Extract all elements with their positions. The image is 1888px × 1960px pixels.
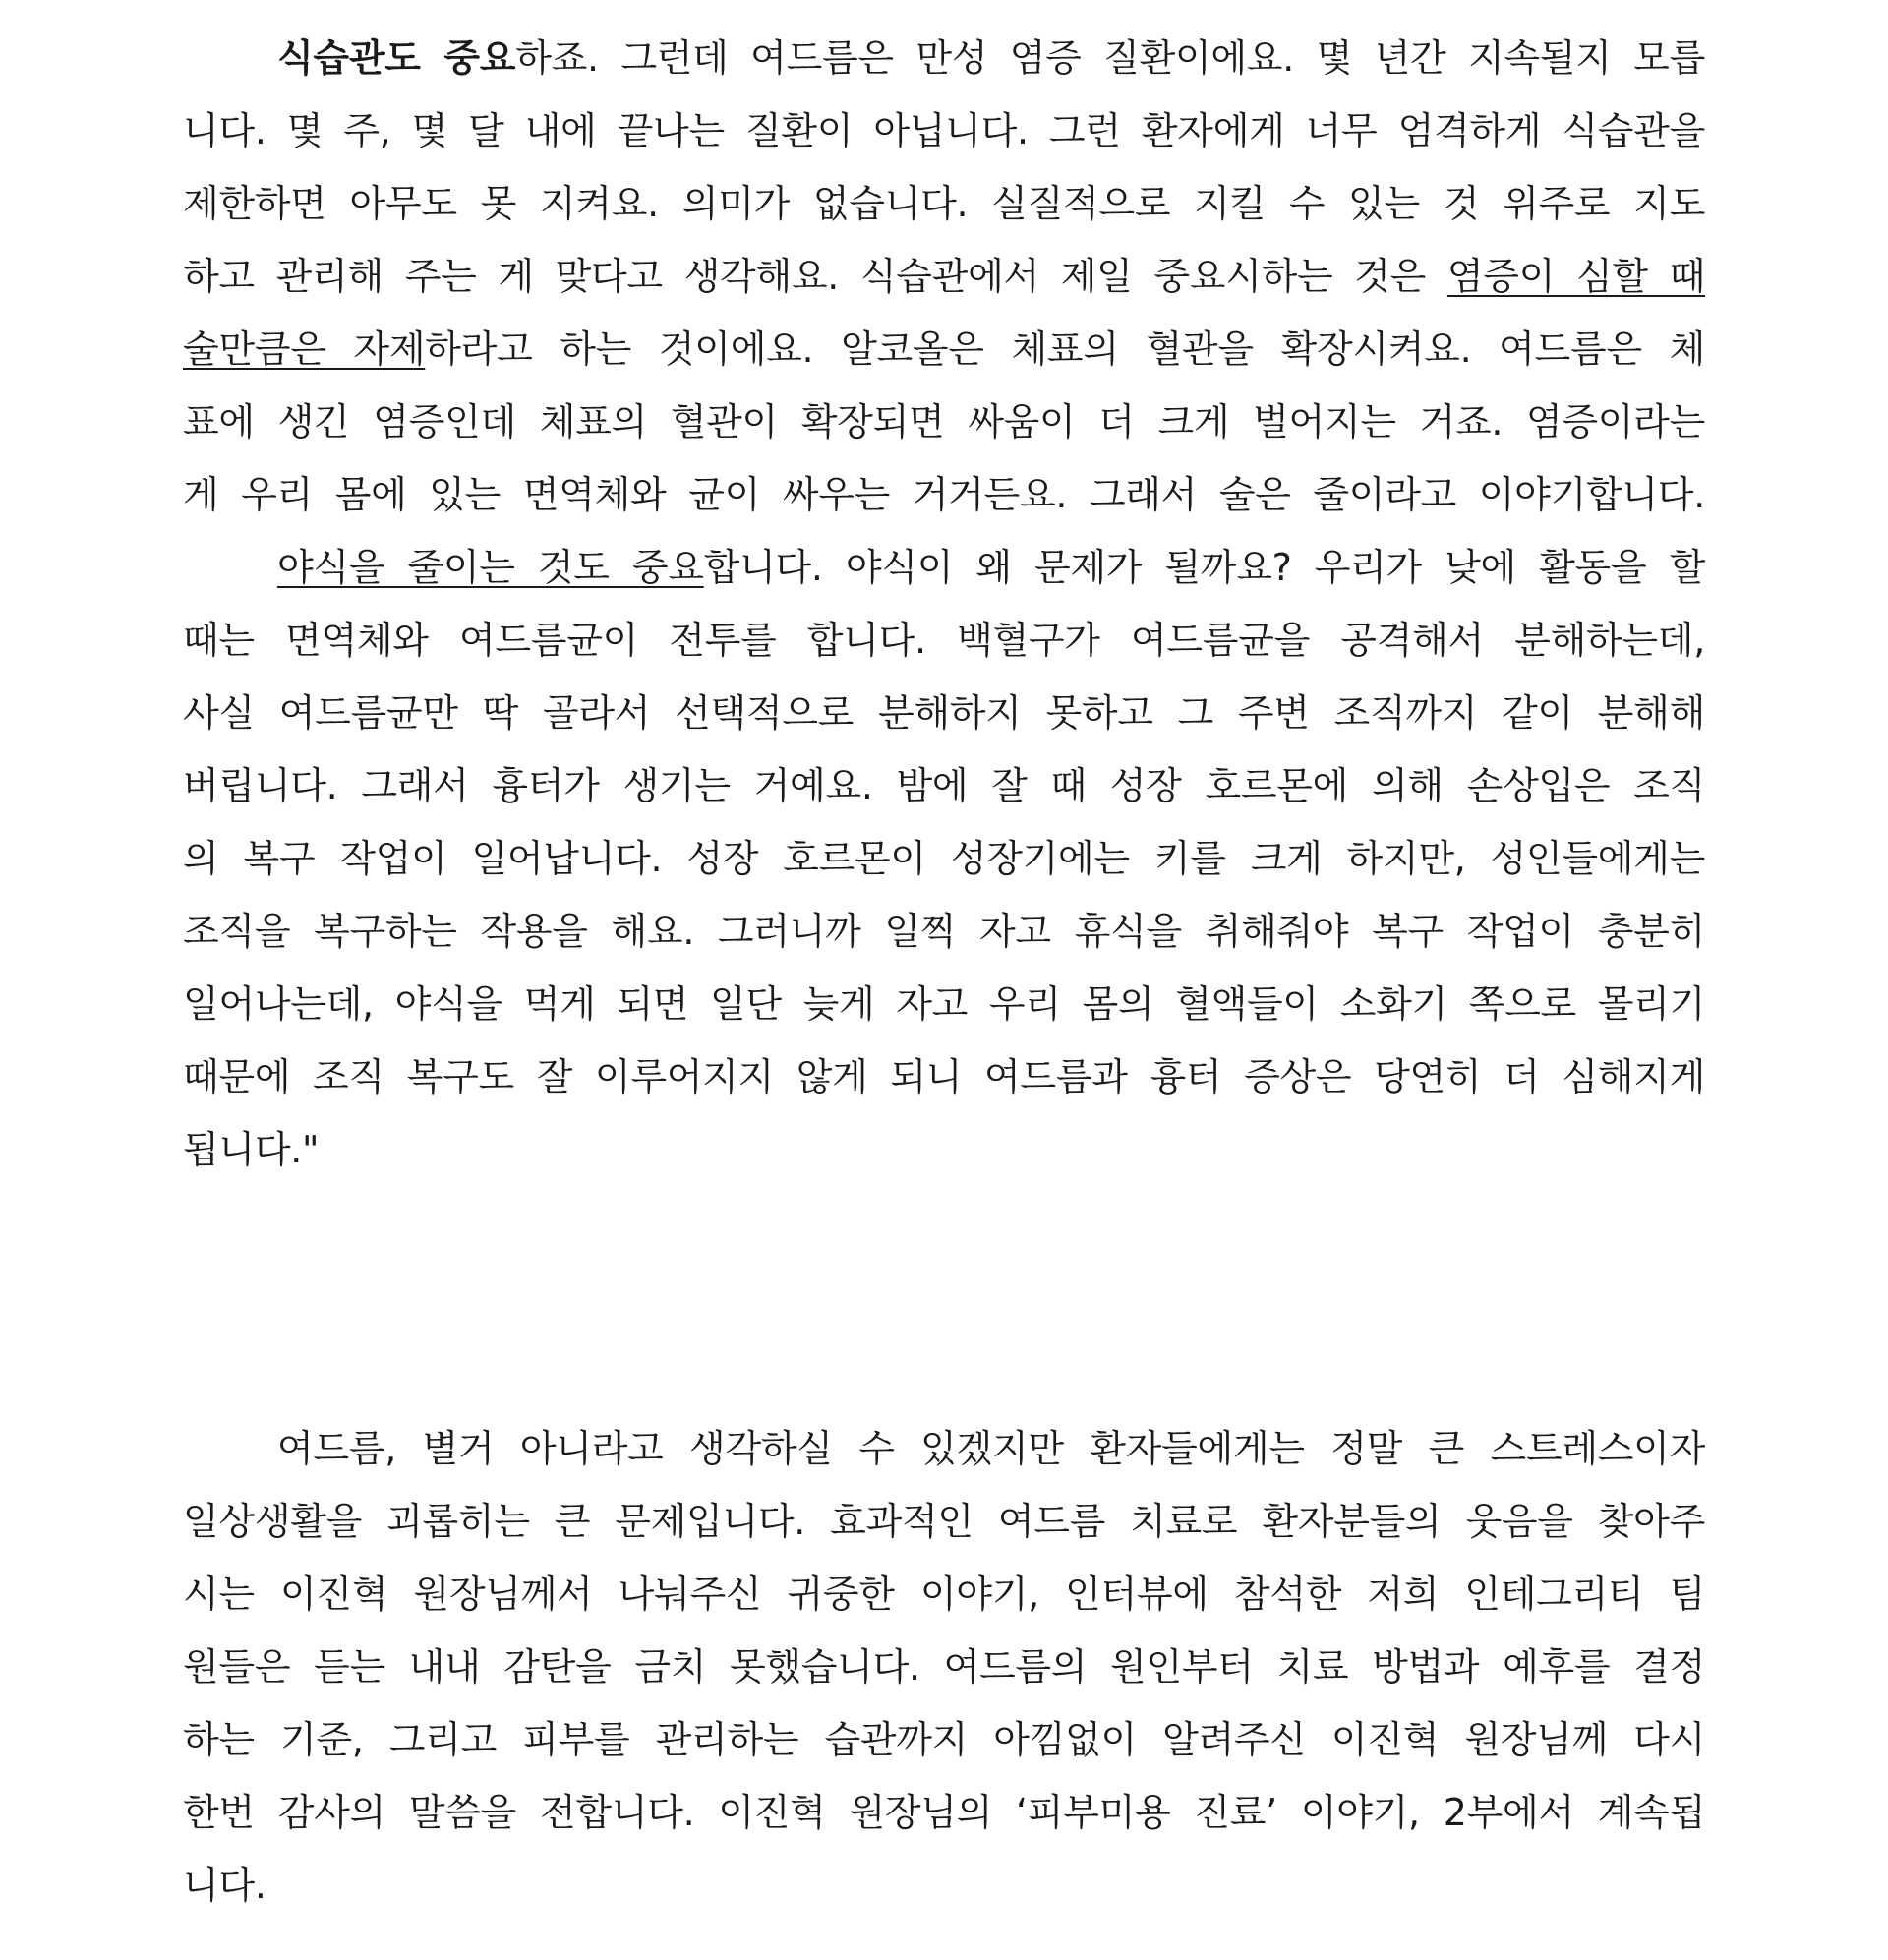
text-line — [183, 1485, 1705, 1558]
text-run: 표에 생긴 염증인데 체표의 혈관이 확장되면 싸움이 더 크게 벌어지는 거죠. 염증이라는 — [183, 400, 1705, 444]
text-run: 한번 감사의 말씀을 전합니다. 이진혁 원장님의 ‘피부미용 진료’ 이야기, 2부에서 계속됩 — [183, 1791, 1705, 1834]
text-run: 제한하면 아무도 못 지켜요. 의미가 없습니다. 실질적으로 지킬 수 있는 것 위주로 지도 — [183, 182, 1705, 225]
text-run: 의 복구 작업이 일어납니다. 성장 호르몬이 성장기에는 키를 크게 하지만, 성인들에게는 — [183, 837, 1705, 880]
text-line — [183, 1703, 1705, 1776]
text-run: 하죠. 그런데 여드름은 만성 염증 질환이에요. 몇 년간 지속될지 모릅 — [515, 36, 1705, 80]
text-run: 버립니다. 그래서 흉터가 생기는 거예요. 밤에 잘 때 성장 호르몬에 의해 손상입은 조직 — [183, 764, 1705, 807]
text-line — [183, 22, 1705, 94]
text-emphasis-underline: 술만큼은 자제 — [183, 327, 426, 371]
text-run: 하는 기준, 그리고 피부를 관리하는 습관까지 아낌없이 알려주신 이진혁 원장님께 다시 — [183, 1718, 1705, 1761]
text-run: 사실 여드름균만 딱 골라서 선택적으로 분해하지 못하고 그 주변 조직까지 같이 분해해 — [183, 691, 1705, 735]
text-line — [183, 1412, 1705, 1485]
text-run: 니다. — [183, 1864, 266, 1907]
text-run: 합니다. 야식이 왜 문제가 될까요? 우리가 낮에 활동을 할 — [703, 546, 1705, 589]
text-line — [183, 1631, 1705, 1703]
text-run: 일상생활을 괴롭히는 큰 문제입니다. 효과적인 여드름 치료로 환자분들의 웃음을 찾아주 — [183, 1500, 1705, 1543]
text-line — [183, 313, 1705, 386]
text-line — [183, 968, 1705, 1040]
text-line — [183, 531, 1705, 604]
text-line — [183, 1040, 1705, 1113]
text-run: 원들은 듣는 내내 감탄을 금치 못했습니다. 여드름의 원인부터 치료 방법과 예후를 결정 — [183, 1645, 1705, 1689]
text-emphasis-bold: 식습관도 중요 — [277, 36, 516, 80]
text-line — [183, 240, 1705, 313]
text-line — [183, 167, 1705, 240]
text-run: 시는 이진혁 원장님께서 나눠주신 귀중한 이야기, 인터뷰에 참석한 저희 인테그리티 팀 — [183, 1573, 1705, 1616]
text-line — [183, 1113, 1705, 1186]
text-line — [183, 749, 1705, 822]
text-run: 때문에 조직 복구도 잘 이루어지지 않게 되니 여드름과 흉터 증상은 당연히 더 심해지게 — [183, 1055, 1705, 1099]
text-run: 여드름, 별거 아니라고 생각하실 수 있겠지만 환자들에게는 정말 큰 스트레스이자 — [277, 1427, 1705, 1470]
text-line — [183, 604, 1705, 677]
text-line — [183, 1776, 1705, 1849]
text-line — [183, 895, 1705, 968]
text-run: 됩니다." — [183, 1128, 320, 1171]
text-line — [183, 1558, 1705, 1631]
text-run: 하라고 하는 것이에요. 알코올은 체표의 혈관을 확장시켜요. 여드름은 체 — [425, 327, 1705, 371]
text-run: 니다. 몇 주, 몇 달 내에 끝나는 질환이 아닙니다. 그런 환자에게 너무 엄격하게 식습관을 — [183, 109, 1705, 152]
text-line — [183, 94, 1705, 167]
text-run: 게 우리 몸에 있는 면역체와 균이 싸우는 거거든요. 그래서 술은 줄이라고 이야기합니다. — [183, 473, 1705, 516]
text-line — [183, 677, 1705, 749]
text-run: 하고 관리해 주는 게 맞다고 생각해요. 식습관에서 제일 중요시하는 것은 — [183, 255, 1447, 298]
text-line — [183, 1849, 1705, 1922]
text-emphasis-underline: 야식을 줄이는 것도 중요 — [277, 546, 704, 589]
text-run: 조직을 복구하는 작용을 해요. 그러니까 일찍 자고 휴식을 취해줘야 복구 작업이 충분히 — [183, 910, 1705, 953]
text-line — [183, 386, 1705, 458]
text-emphasis-underline: 염증이 심할 때 — [1446, 255, 1705, 298]
text-run: 일어나는데, 야식을 먹게 되면 일단 늦게 자고 우리 몸의 혈액들이 소화기 쪽으로 몰리기 — [183, 982, 1705, 1026]
text-run: 때는 면역체와 여드름균이 전투를 합니다. 백혈구가 여드름균을 공격해서 분해하는데, — [183, 619, 1705, 662]
text-line — [183, 458, 1705, 531]
text-line — [183, 822, 1705, 895]
